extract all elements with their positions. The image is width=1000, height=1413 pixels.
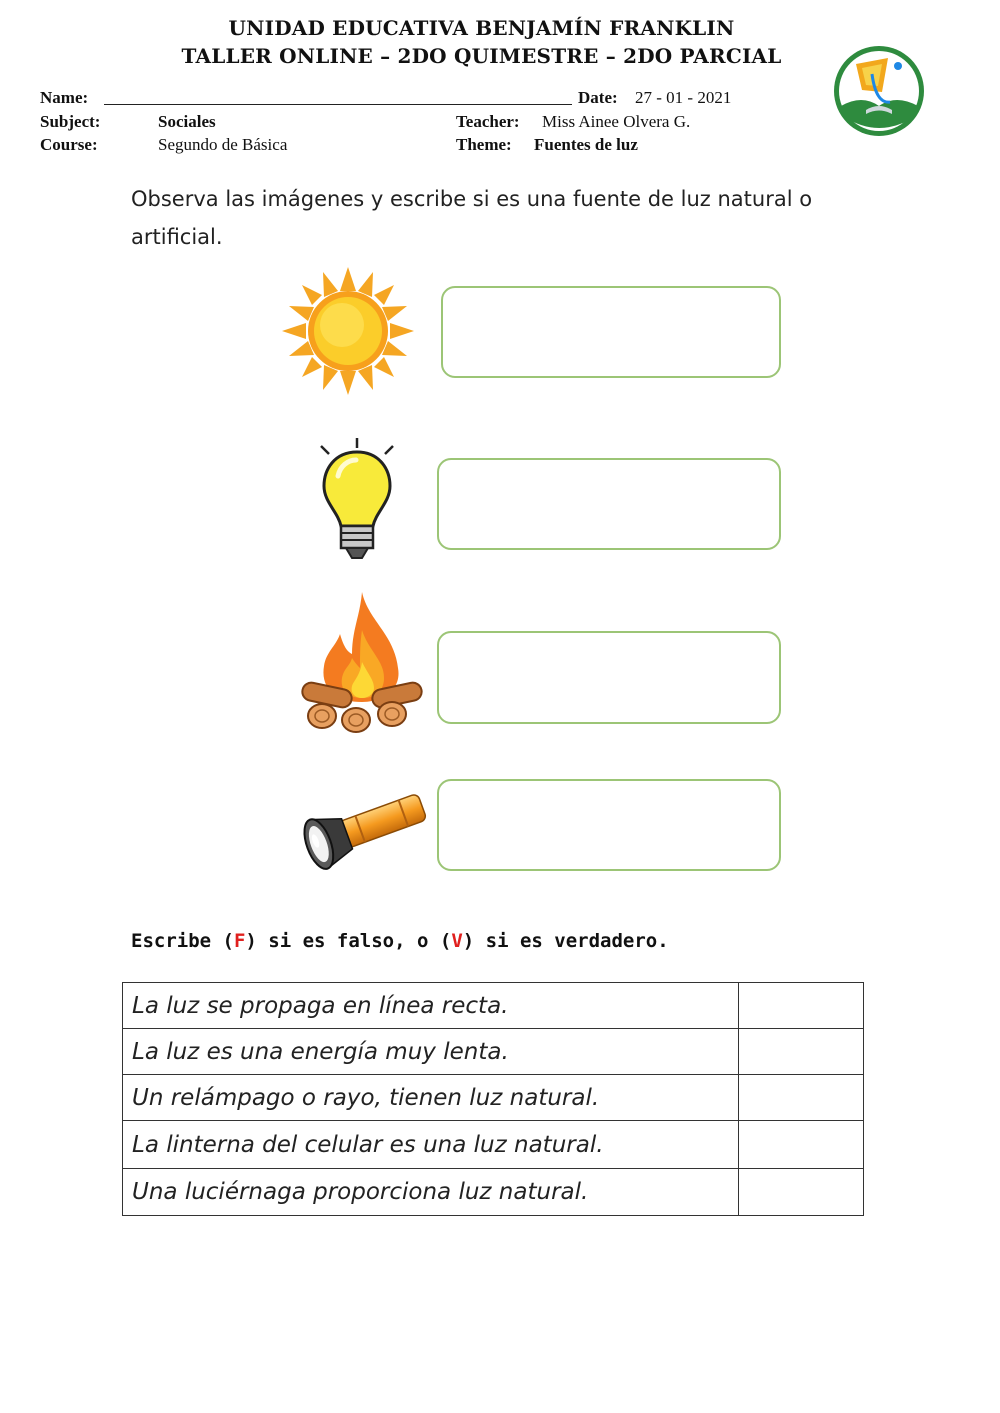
name-label: Name: <box>40 88 89 107</box>
table-row <box>123 1169 864 1216</box>
date-value: 27 - 01 - 2021 <box>635 88 732 107</box>
statement-text: La linterna del celular es una luz natural. <box>123 1121 739 1169</box>
sun-icon <box>280 266 416 396</box>
course-label: Course: <box>40 135 98 154</box>
table-row <box>123 1075 864 1121</box>
answer-cell[interactable] <box>739 1121 864 1169</box>
exercise1-instruction: Observa las imágenes y escribe si es una fuente de luz natural o artificial. <box>131 187 813 249</box>
date-label: Date: <box>578 88 618 107</box>
answer-box-3[interactable] <box>437 631 781 724</box>
campfire-icon <box>298 590 426 740</box>
course-value: Segundo de Básica <box>158 135 288 154</box>
statement-text: La luz se propaga en línea recta. <box>123 983 739 1029</box>
instr-part-c: ) si es verdadero. <box>462 930 669 952</box>
theme-label: Theme: <box>456 135 512 154</box>
subject-label: Subject: <box>40 112 101 131</box>
statement-text: La luz es una energía muy lenta. <box>123 1029 739 1075</box>
statement-text: Una luciérnaga proporciona luz natural. <box>123 1169 739 1216</box>
teacher-value: Miss Ainee Olvera G. <box>542 112 691 131</box>
lightbulb-icon <box>316 436 398 566</box>
table-row <box>123 983 864 1029</box>
subject-value: Sociales <box>158 112 216 131</box>
workshop-subtitle: TALLER ONLINE – 2DO QUIMESTRE – 2DO PARCIAL <box>181 44 782 68</box>
teacher-label: Teacher: <box>456 112 520 131</box>
school-title: UNIDAD EDUCATIVA BENJAMÍN FRANKLIN <box>228 16 735 40</box>
theme-value: Fuentes de luz <box>534 135 638 154</box>
true-false-table <box>122 982 864 1216</box>
instr-part-b: ) si es falso, o ( <box>245 930 452 952</box>
answer-cell[interactable] <box>739 1029 864 1075</box>
answer-box-1[interactable] <box>441 286 781 378</box>
school-logo-icon <box>832 44 927 138</box>
statement-text: Un relámpago o rayo, tienen luz natural. <box>123 1075 739 1121</box>
answer-box-4[interactable] <box>437 779 781 871</box>
table-row <box>123 1029 864 1075</box>
true-letter: V <box>451 930 463 952</box>
exercise2-instruction <box>131 930 669 952</box>
name-blank-line[interactable] <box>104 104 572 105</box>
instr-part-a: Escribe ( <box>131 930 234 952</box>
false-letter: F <box>233 930 246 952</box>
table-row <box>123 1121 864 1169</box>
answer-cell[interactable] <box>739 1075 864 1121</box>
answer-box-2[interactable] <box>437 458 781 550</box>
flashlight-icon <box>296 782 430 874</box>
answer-cell[interactable] <box>739 1169 864 1216</box>
answer-cell[interactable] <box>739 983 864 1029</box>
